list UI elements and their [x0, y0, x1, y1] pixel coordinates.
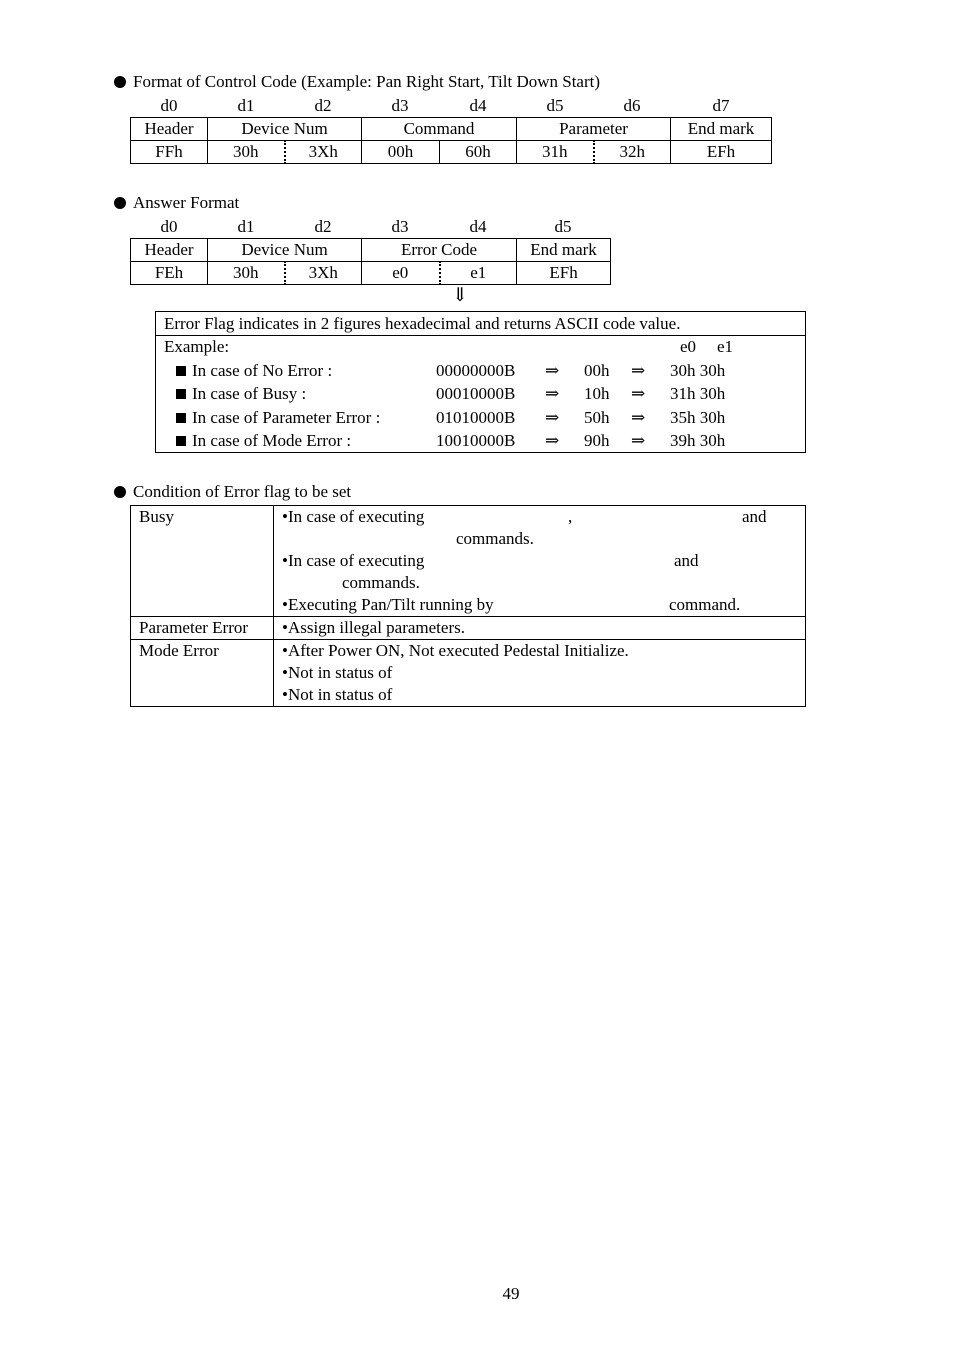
table-cell: e0 [362, 262, 440, 285]
table-cell: 30h [208, 262, 285, 285]
bullet-icon [114, 486, 126, 498]
table-row [131, 141, 772, 164]
index-label: d3 [391, 96, 409, 115]
index-label: d2 [314, 96, 332, 115]
desc-text: •In case of executing [282, 551, 425, 570]
right-arrow-icon: ⇒ [631, 408, 646, 427]
desc-text: •In case of executing [282, 507, 425, 526]
table-cell: Command [362, 118, 517, 141]
table-row [131, 239, 611, 262]
condition-desc-parameter: •Assign illegal parameters. [274, 617, 806, 640]
answer-format-heading: Answer Format [114, 193, 239, 213]
condition-label-mode: Mode Error [131, 640, 274, 707]
bullet-icon [114, 197, 126, 209]
table-cell: EFh [517, 262, 611, 285]
table-row [131, 617, 806, 640]
index-label: d4 [469, 96, 487, 115]
condition-desc-busy [274, 506, 806, 617]
error-row: In case of No Error : [176, 361, 332, 381]
index-label: d1 [237, 96, 255, 115]
answer-format-indices [130, 217, 610, 237]
ascii-value: 35h 30h [670, 408, 726, 427]
table-cell: FFh [131, 141, 208, 164]
table-cell: End mark [517, 239, 611, 262]
error-row: In case of Busy : [176, 384, 306, 404]
ascii-value: 39h 30h [670, 431, 726, 450]
table-cell: Device Num [208, 239, 362, 262]
right-arrow-icon: ⇒ [545, 384, 560, 403]
index-label: d7 [712, 96, 730, 115]
table-cell: 3Xh [285, 141, 362, 164]
table-cell: EFh [671, 141, 772, 164]
error-flag-box [155, 311, 806, 453]
index-label: d0 [160, 96, 178, 115]
hex-value: 10h [584, 384, 610, 403]
desc-text: and [674, 551, 699, 570]
desc-text: and [742, 507, 767, 526]
error-flag-title: Error Flag indicates in 2 figures hexadecimal and returns ASCII code value. [164, 314, 681, 333]
hex-value: 90h [584, 431, 610, 450]
table-cell: 31h [517, 141, 594, 164]
table-cell: 60h [440, 141, 517, 164]
ascii-value: 31h 30h [670, 384, 726, 403]
control-format-table [130, 117, 772, 164]
table-cell: Device Num [208, 118, 362, 141]
condition-label-parameter: Parameter Error [131, 617, 274, 640]
bullet-icon [114, 76, 126, 88]
table-cell: Header [131, 118, 208, 141]
column-label-e0: e0 [680, 337, 697, 356]
table-row [131, 506, 806, 617]
desc-text: •After Power ON, Not executed Pedestal Initialize. [282, 641, 629, 660]
page-number: 49 [502, 1284, 520, 1303]
desc-text: •Not in status of [282, 663, 393, 682]
right-arrow-icon: ⇒ [545, 431, 560, 450]
desc-text: , [568, 507, 573, 526]
right-arrow-icon: ⇒ [631, 361, 646, 380]
right-arrow-icon: ⇒ [631, 384, 646, 403]
binary-value: 00010000B [436, 384, 516, 403]
error-row: In case of Parameter Error : [176, 408, 380, 428]
table-cell: 00h [362, 141, 440, 164]
index-label: d4 [469, 217, 487, 236]
square-bullet-icon [176, 366, 186, 376]
table-cell: Parameter [517, 118, 671, 141]
index-label: d5 [554, 217, 572, 236]
ascii-value: 30h 30h [670, 361, 726, 380]
index-label: d6 [623, 96, 641, 115]
control-format-heading: Format of Control Code (Example: Pan Right Start, Tilt Down Start) [114, 72, 600, 92]
table-cell: e1 [440, 262, 517, 285]
column-label-e1: e1 [717, 337, 734, 356]
condition-table [130, 505, 806, 707]
table-cell: FEh [131, 262, 208, 285]
table-cell: 3Xh [285, 262, 362, 285]
divider [156, 335, 805, 336]
error-row: In case of Mode Error : [176, 431, 351, 451]
square-bullet-icon [176, 413, 186, 423]
binary-value: 00000000B [436, 361, 516, 380]
index-label: d5 [546, 96, 564, 115]
index-label: d2 [314, 217, 332, 236]
table-cell: Header [131, 239, 208, 262]
binary-value: 01010000B [436, 408, 516, 427]
square-bullet-icon [176, 389, 186, 399]
index-label: d3 [391, 217, 409, 236]
hex-value: 00h [584, 361, 610, 380]
table-cell: 30h [208, 141, 285, 164]
binary-value: 10010000B [436, 431, 516, 450]
table-cell: End mark [671, 118, 772, 141]
example-label: Example: [164, 337, 230, 356]
desc-text: •Not in status of [282, 685, 393, 704]
condition-desc-mode [274, 640, 806, 707]
square-bullet-icon [176, 436, 186, 446]
hex-value: 50h [584, 408, 610, 427]
desc-text: command. [669, 595, 741, 614]
desc-text: •Executing Pan/Tilt running by [282, 595, 494, 614]
desc-text: commands. [456, 529, 534, 548]
desc-text: commands. [342, 573, 420, 592]
index-label: d1 [237, 217, 255, 236]
right-arrow-icon: ⇒ [545, 408, 560, 427]
right-arrow-icon: ⇒ [545, 361, 560, 380]
table-row [131, 262, 611, 285]
index-label: d0 [160, 217, 178, 236]
table-cell: 32h [594, 141, 671, 164]
table-row [131, 640, 806, 707]
condition-label-busy: Busy [131, 506, 274, 617]
table-cell: Error Code [362, 239, 517, 262]
down-arrow-icon: ⇓ [452, 285, 468, 306]
table-row [131, 118, 772, 141]
control-format-indices [130, 96, 770, 116]
condition-heading: Condition of Error flag to be set [114, 482, 351, 502]
answer-format-table [130, 238, 611, 285]
right-arrow-icon: ⇒ [631, 431, 646, 450]
